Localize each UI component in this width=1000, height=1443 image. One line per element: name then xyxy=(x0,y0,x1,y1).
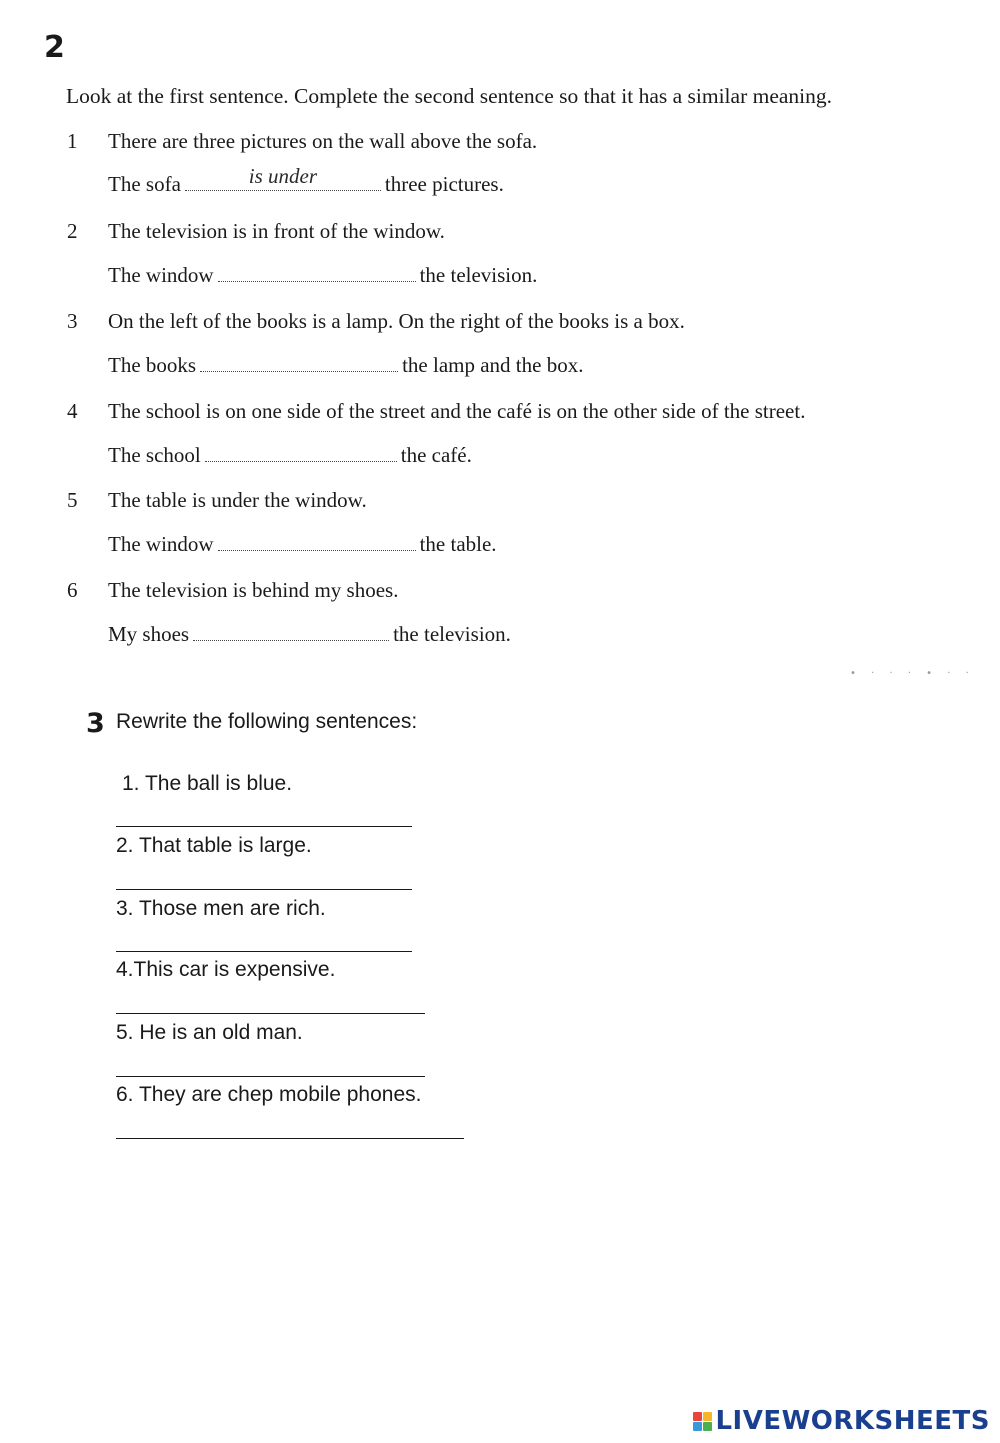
question-sentence: The school is on one side of the street and the café is on the other side of the street. xyxy=(108,399,806,423)
question-number: 1 xyxy=(67,129,78,153)
question-sentence: The table is under the window. xyxy=(108,488,367,512)
answer-suffix: the television. xyxy=(419,263,538,287)
answer-prefix: My shoes xyxy=(108,622,190,646)
answer-line[interactable] xyxy=(116,889,412,890)
answer-prefix: The sofa xyxy=(108,172,181,196)
question-number: 2 xyxy=(67,219,78,243)
answer-blank[interactable] xyxy=(185,164,381,191)
answer-prefix: The school xyxy=(108,443,201,467)
liveworksheets-logo xyxy=(693,1406,990,1436)
question-sentence: The television is behind my shoes. xyxy=(108,578,399,602)
answer-blank[interactable] xyxy=(205,443,397,462)
answer-blank[interactable] xyxy=(218,263,416,282)
answer-line[interactable] xyxy=(116,1076,425,1077)
answer-suffix: three pictures. xyxy=(384,172,504,196)
answer-row xyxy=(108,164,504,197)
logo-icon xyxy=(693,1412,712,1431)
question-number: 6 xyxy=(67,578,78,602)
rewrite-item: 5. He is an old man. xyxy=(116,1021,303,1044)
question-number: 5 xyxy=(67,488,78,512)
question-number: 4 xyxy=(67,399,78,423)
rewrite-item: 2. That table is large. xyxy=(116,834,312,857)
question-sentence: There are three pictures on the wall above the sofa. xyxy=(108,129,538,153)
answer-prefix: The books xyxy=(108,353,197,377)
answer-line[interactable] xyxy=(116,951,412,952)
question-number: 3 xyxy=(67,309,78,333)
question-sentence: The television is in front of the window. xyxy=(108,219,445,243)
answer-suffix: the table. xyxy=(419,532,497,556)
instructions: Look at the first sentence. Complete the second sentence so that it has a similar meaning. xyxy=(66,84,833,108)
rewrite-item: 1. The ball is blue. xyxy=(122,772,293,795)
answer-suffix: the lamp and the box. xyxy=(402,353,584,377)
answer-row xyxy=(108,532,497,557)
answer-line[interactable] xyxy=(116,826,412,827)
answer-row xyxy=(108,353,583,378)
answer-prefix: The window xyxy=(108,263,214,287)
section-title: Rewrite the following sentences: xyxy=(116,710,418,733)
answer-line[interactable] xyxy=(116,1138,464,1139)
answer-suffix: the café. xyxy=(400,443,472,467)
rewrite-item: 6. They are chep mobile phones. xyxy=(116,1083,422,1106)
answer-prefix: The window xyxy=(108,532,214,556)
answer-blank[interactable] xyxy=(218,532,416,551)
answer-line[interactable] xyxy=(116,1013,425,1014)
section-number: 3 xyxy=(86,708,105,739)
answer-row xyxy=(108,443,472,468)
answer-text: is under xyxy=(248,164,318,188)
section-number: 2 xyxy=(44,30,65,65)
answer-blank[interactable] xyxy=(193,622,389,641)
answer-suffix: the television. xyxy=(393,622,511,646)
rewrite-item: 4.This car is expensive. xyxy=(116,958,336,981)
scan-artifact-dots: • · · · • · · xyxy=(850,668,975,679)
answer-row xyxy=(108,263,537,288)
question-sentence: On the left of the books is a lamp. On the right of the books is a box. xyxy=(108,309,685,333)
rewrite-item: 3. Those men are rich. xyxy=(116,897,326,920)
answer-blank[interactable] xyxy=(200,353,398,372)
brand-name: LIVEWORKSHEETS xyxy=(715,1406,990,1436)
answer-row xyxy=(108,622,511,647)
